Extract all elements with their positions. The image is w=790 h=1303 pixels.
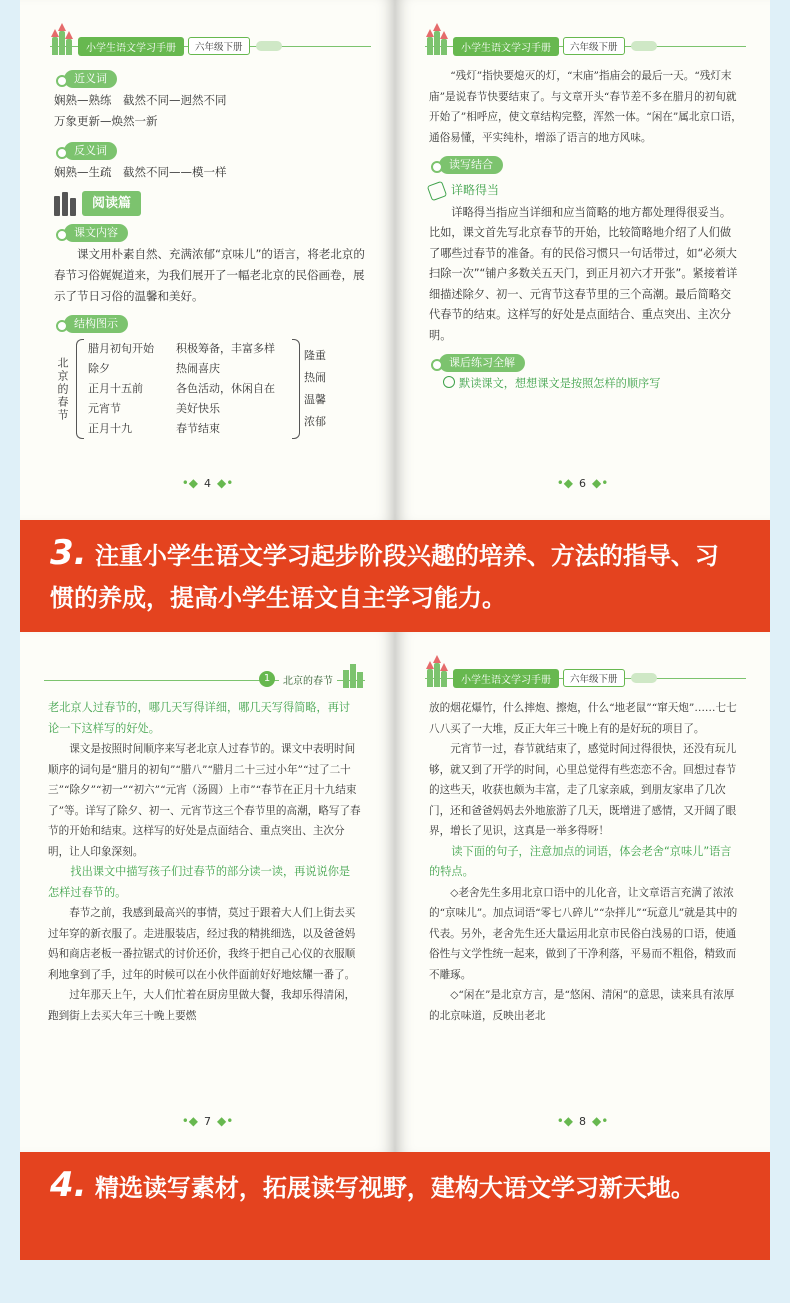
feature-banner-3 <box>20 520 770 632</box>
page-header <box>50 36 371 56</box>
page-number: •◆ 4 ◆• <box>181 476 234 490</box>
chapter-title: 北京的春节 <box>279 672 337 687</box>
castle-icon <box>425 659 449 687</box>
page-8 <box>395 632 770 1152</box>
banner-number: 4. <box>50 1165 87 1205</box>
castle-icon <box>50 27 74 55</box>
grade-tag: 六年级下册 <box>563 669 625 687</box>
structure-diagram <box>54 339 367 439</box>
antonyms-label: 反义词 <box>64 142 117 160</box>
structure-activity-column <box>176 339 288 439</box>
banner-number: 3. <box>50 533 87 573</box>
pencil-icon <box>427 180 448 201</box>
grade-tag: 六年级下册 <box>563 37 625 55</box>
synonyms-line-2: 万象更新—焕然一新 <box>54 114 158 128</box>
answer-3b: ◇“闲在”是北京方言，是“悠闲、清闲”的意思，读来具有浓厚的北京味道，反映出老北 <box>429 989 735 1022</box>
content-label: 课文内容 <box>64 224 128 242</box>
tip-title: 详略得当 <box>451 183 500 197</box>
answer-2a: 春节之前，我感到最高兴的事情，莫过于跟着大人们上街去买过年穿的新衣服了。走进服装店，经过我的精挑细选，以及爸爸妈妈和商店老板一番拉锯式的讨价还价，我终于把自己心仪的衣服顺利地拿到了手，过年的时候可以在小伙伴面前好好地炫耀一番了。 <box>48 907 356 981</box>
question-2: 找出课文中描写孩子们过春节的部分读一读，再说说你是怎样过春节的。 <box>48 865 351 899</box>
answer-3a: ◇老舍先生多用北京口语中的儿化音，让文章语言充满了浓浓的“京味儿”。加点词语“零七八碎儿”“杂拌儿”“玩意儿”就是其中的代表。另外，老舍先生还大量运用北京市民俗白浅易的口语，使通俗性与文学性统一起来，做到了干净利落，平易而不粗俗，精致而不雕琢。 <box>429 886 738 981</box>
chapter-header <box>44 668 365 690</box>
grade-tag: 六年级下册 <box>188 37 250 55</box>
cloud-icon <box>631 41 657 51</box>
structure-feeling: 浓郁 <box>304 415 326 428</box>
tip-heading <box>429 180 742 201</box>
chapter-number: 1 <box>259 671 275 687</box>
page-6 <box>395 0 770 520</box>
structure-activity: 积极筹备，丰富多样 <box>176 342 275 355</box>
structure-activity: 热闹喜庆 <box>176 362 220 375</box>
structure-activity: 美好快乐 <box>176 402 220 415</box>
structure-feeling: 温馨 <box>304 393 326 406</box>
structure-feeling: 热闹 <box>304 371 326 384</box>
antonyms-line-1: 娴熟—生疏 截然不同——模一样 <box>54 165 227 179</box>
reading-label: 阅读篇 <box>82 191 141 216</box>
structure-time: 腊月初旬开始 <box>88 342 154 355</box>
book-spread-bottom <box>20 632 770 1152</box>
cloud-icon <box>256 41 282 51</box>
page-header <box>425 36 746 56</box>
paragraph: “残灯”指快要熄灭的灯，“末庙”指庙会的最后一天。“残灯末庙”是说春节快要结束了。与文章开头“春节差不多在腊月的初旬就开始了”相呼应，使文章结构完整，浑然一体。“闲在”属北京口语，通俗易懂，平实纯朴，增添了语言的地方风味。 <box>429 70 742 144</box>
page-8-body <box>429 698 742 1026</box>
right-brace <box>292 339 300 439</box>
structure-label: 结构图示 <box>64 315 128 333</box>
reading-section-header <box>54 191 367 216</box>
structure-time: 元宵节 <box>88 402 121 415</box>
books-icon <box>54 192 80 216</box>
page-number: •◆ 8 ◆• <box>556 1114 609 1128</box>
structure-time: 除夕 <box>88 362 110 375</box>
structure-feeling: 隆重 <box>304 349 326 362</box>
cloud-icon <box>631 673 657 683</box>
synonyms-label: 近义词 <box>64 70 117 88</box>
structure-side-label: 北京的春节 <box>56 356 69 422</box>
castle-icon <box>341 660 365 688</box>
question-3: 读下面的句子，注意加点的词语，体会老舍“京味儿”语言的特点。 <box>429 844 732 878</box>
page-header <box>425 668 746 688</box>
book-spread-top <box>20 0 770 520</box>
page-7-body <box>48 698 361 1026</box>
castle-icon <box>425 27 449 55</box>
left-brace <box>76 339 84 439</box>
answer-2b: 过年那天上午，大人们忙着在厨房里做大餐，我却乐得清闲，跑到街上去买大年三十晚上要燃 <box>48 989 356 1022</box>
page-4-body <box>54 66 367 439</box>
synonyms-line-1: 娴熟—熟练 截然不同—迥然不同 <box>54 93 227 107</box>
question-continued: 老北京人过春节的，哪几天写得详细，哪几天写得简略，再讨论一下这样写的好处。 <box>48 701 351 735</box>
feature-banner-4 <box>20 1152 770 1260</box>
exercise-question: 默读课文，想想课文是按照怎样的顺序写 <box>429 374 742 395</box>
book-title-tag: 小学生语文学习手册 <box>453 37 559 56</box>
tip-text: 详略得当指应当详细和应当简略的地方都处理得很妥当。比如，课文首先写北京春节的开始，比较简略地介绍了人们做了哪些过春节的准备。有的民俗习惯只一句话带过，如“必须大扫除一次”“铺户多数关五天门，到正月初六才开张”。紧接着详细描述除夕、初一、元宵节这春节里的三个高潮。最后简略交代春节的结束。这样写的好处是点面结合、重点突出、主次分明。 <box>429 205 738 342</box>
book-title-tag: 小学生语文学习手册 <box>78 37 184 56</box>
structure-activity: 春节结束 <box>176 422 220 435</box>
page-7 <box>20 632 395 1152</box>
book-title-tag: 小学生语文学习手册 <box>453 669 559 688</box>
paragraph: 放的烟花爆竹，什么摔炮、擦炮，什么“地老鼠”“窜天炮”……七七八八买了一大堆，反正大年三十晚上有的是好玩的项目了。 <box>429 702 737 735</box>
answer-1: 课文是按照时间顺序来写老北京人过春节的。课文中表明时间顺序的词句是“腊月的初旬”“腊八”“腊月二十三过小年”“过了二十三”“除夕”“初一”“初六”“元宵（汤圆）上市”“春节在正月十九结束了”等。详写了除夕、初一、元宵节这三个春节里的高潮，略写了春节的开始和结束。这样写的好处是点面结合、重点突出、主次分明，让人印象深刻。 <box>48 743 361 858</box>
question-icon <box>443 376 455 388</box>
banner-text: 注重小学生语文学习起步阶段兴趣的培养、方法的指导、习惯的养成，提高小学生语文自主学习能力。 <box>50 542 719 612</box>
banner-text: 精选读写素材，拓展读写视野，建构大语文学习新天地。 <box>94 1174 695 1202</box>
structure-feeling-column <box>304 339 344 439</box>
exercise-label: 课后练习全解 <box>439 354 525 372</box>
content-text: 课文用朴素自然、充满浓郁“京味儿”的语言，将老北京的春节习俗娓娓道来，为我们展开了一幅老北京的民俗画卷，展示了节日习俗的温馨和美好。 <box>54 247 365 303</box>
read-write-label: 读写结合 <box>439 156 503 174</box>
page-4 <box>20 0 395 520</box>
page-number: •◆ 7 ◆• <box>181 1114 234 1128</box>
page-number: •◆ 6 ◆• <box>556 476 609 490</box>
structure-time-column <box>88 339 176 439</box>
structure-activity: 各色活动，休闲自在 <box>176 382 275 395</box>
structure-time: 正月十九 <box>88 422 132 435</box>
paragraph: 元宵节一过，春节就结束了，感觉时间过得很快，还没有玩儿够，就又到了开学的时间，心里总觉得有些恋恋不舍。回想过春节的这些天，收获也颇为丰富，走了几家亲戚，到朋友家串了几次门，还和爸爸妈妈去外地旅游了几天，既增进了感情，又开阔了眼界，增长了见识，这真是一举多得呀！ <box>429 743 737 837</box>
page-6-body <box>429 66 742 395</box>
structure-time: 正月十五前 <box>88 382 143 395</box>
